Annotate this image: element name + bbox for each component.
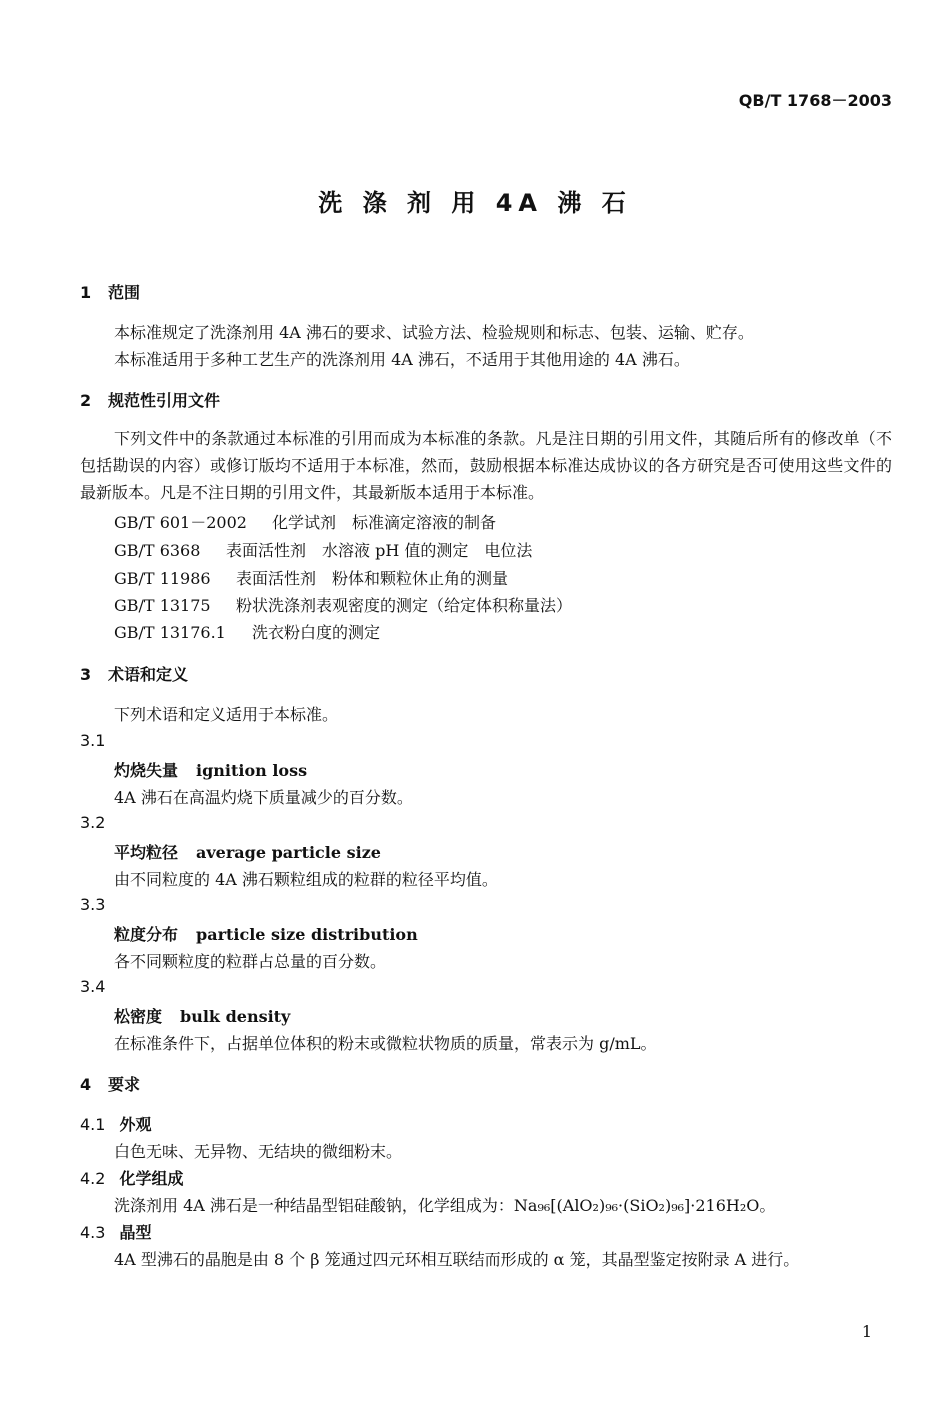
term-heading (114, 922, 418, 945)
reference-item (114, 538, 532, 561)
reference-item (114, 566, 508, 589)
section-2-heading (80, 388, 220, 411)
reference-code: GB/T 13175 (114, 596, 211, 615)
reference-title: 洗衣粉白度的测定 (252, 623, 381, 642)
section-number: 2 (80, 391, 92, 410)
reference-item (114, 510, 496, 533)
section-number: 4 (80, 1075, 92, 1094)
term-definition: 各不同颗粒度的粒群占总量的百分数。 (114, 952, 387, 971)
section-title: 范围 (108, 283, 141, 302)
section-title: 要求 (108, 1075, 141, 1094)
subsection-text: 洗涤剂用 4A 沸石是一种结晶型铝硅酸钠，化学组成为：Na₉₆[(AlO₂)₉₆·(SiO₂)₉₆]·216H₂O。 (114, 1196, 776, 1215)
document-title: 洗 涤 剂 用 4A 沸 石 (318, 189, 632, 217)
subsection-title: 晶型 (119, 1223, 152, 1242)
section-title: 规范性引用文件 (108, 391, 221, 410)
reference-title: 表面活性剂 粉体和颗粒休止角的测量 (236, 569, 509, 588)
subsection-title: 外观 (119, 1115, 152, 1134)
subsection-number: 4.2 (80, 1169, 106, 1188)
reference-code: GB/T 11986 (114, 569, 211, 588)
subsection-title: 化学组成 (119, 1169, 184, 1188)
term-en: ignition loss (196, 761, 308, 780)
subsection-text: 4A 型沸石的晶胞是由 8 个 β 笼通过四元环相互联结而形成的 α 笼，其晶型鉴定按附录 A 进行。 (114, 1250, 800, 1269)
reference-item (114, 593, 572, 616)
subsection-heading (80, 1220, 151, 1243)
reference-code: GB/T 6368 (114, 541, 201, 560)
reference-title: 表面活性剂 水溶液 pH 值的测定 电位法 (226, 541, 533, 560)
subsection-text: 白色无味、无异物、无结块的微细粉末。 (114, 1142, 403, 1161)
section-number: 3 (80, 665, 92, 684)
term-number: 3.1 (80, 731, 106, 750)
term-zh: 平均粒径 (114, 843, 179, 862)
standard-number: QB/T 1768－2003 (738, 91, 892, 110)
section-number: 1 (80, 283, 92, 302)
reference-item (114, 620, 380, 643)
term-number: 3.2 (80, 813, 106, 832)
page-number: 1 (861, 1322, 872, 1341)
term-heading (114, 758, 307, 781)
subsection-number: 4.3 (80, 1223, 106, 1242)
section-3-intro: 下列术语和定义适用于本标准。 (114, 705, 339, 724)
section-1-para-2: 本标准适用于多种工艺生产的洗涤剂用 4A 沸石，不适用于其他用途的 4A 沸石。 (114, 350, 690, 369)
section-title: 术语和定义 (108, 665, 189, 684)
term-zh: 松密度 (114, 1007, 163, 1026)
term-en: particle size distribution (196, 925, 418, 944)
subsection-number: 4.1 (80, 1115, 106, 1134)
term-zh: 灼烧失量 (114, 761, 179, 780)
term-en: bulk density (180, 1007, 291, 1026)
reference-title: 粉状洗涤剂表观密度的测定（给定体积称量法） (236, 596, 573, 615)
term-number: 3.3 (80, 895, 106, 914)
term-number: 3.4 (80, 977, 106, 996)
term-definition: 在标准条件下，占据单位体积的粉末或微粒状物质的质量，常表示为 g/mL。 (114, 1034, 657, 1053)
subsection-heading (80, 1166, 183, 1189)
section-1-para-1: 本标准规定了洗涤剂用 4A 沸石的要求、试验方法、检验规则和标志、包装、运输、贮存。 (114, 323, 754, 342)
term-definition: 由不同粒度的 4A 沸石颗粒组成的粒群的粒径平均值。 (114, 870, 498, 889)
section-4-heading (80, 1072, 140, 1095)
section-3-heading (80, 662, 188, 685)
term-definition: 4A 沸石在高温灼烧下质量减少的百分数。 (114, 788, 413, 807)
reference-code: GB/T 601－2002 (114, 513, 247, 532)
term-heading (114, 840, 381, 863)
term-zh: 粒度分布 (114, 925, 179, 944)
subsection-heading (80, 1112, 151, 1135)
term-en: average particle size (196, 843, 381, 862)
section-2-intro: 下列文件中的条款通过本标准的引用而成为本标准的条款。凡是注日期的引用文件，其随后所有的修改单（不包括勘误的内容）或修订版均不适用于本标准，然而，鼓励根据本标准达成协议的各方研究是否可使用这些文件的最新版本。凡是不注日期的引用文件，其最新版本适用于本标准。 (80, 429, 892, 502)
reference-title: 化学试剂 标准滴定溶液的制备 (272, 513, 497, 532)
reference-code: GB/T 13176.1 (114, 623, 226, 642)
section-1-heading (80, 280, 140, 303)
term-heading (114, 1004, 290, 1027)
